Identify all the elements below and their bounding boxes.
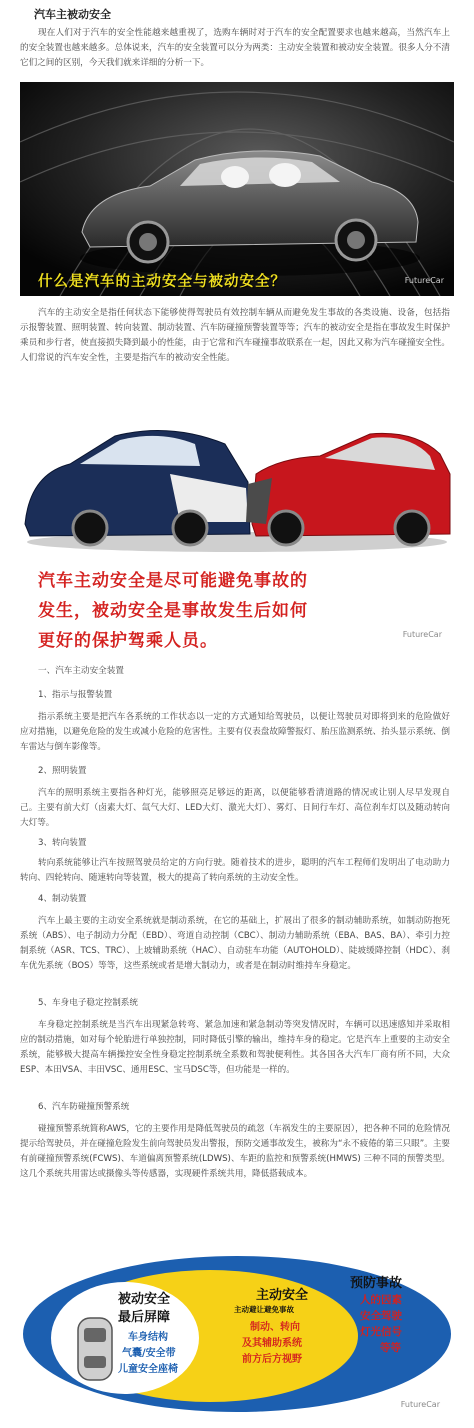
car-crash-illustration <box>20 404 454 554</box>
figure2-caption-line-2: 发生，被动安全是事故发生后如何 <box>38 601 308 621</box>
watermark: FutureCar <box>404 276 444 285</box>
prevent-item-3: 灯光信号 <box>360 1326 402 1338</box>
figure-car-tunnel <box>20 82 454 296</box>
section-4-heading: 4、制动装置 <box>38 894 87 904</box>
section-6-body: 碰撞预警系统简称AWS，它的主要作用是降低驾驶员的疏忽（车祸发生的主要原因），把各种不同的危险情况提示给驾驶员，并在碰撞危险发生前向驾驶员发出警报，预防交通事故发生，被称为“永不疲倦的第三只眼”。主要有前碰撞预警系统(FCWS)、车道偏离预警系统(LDWS)、车距的监控和预警系统(HMWS) 三种不同的预警类型。这几个系统共用雷达或摄像头等传感器，实现硬件系统共用，降低搭载成本。 <box>20 1124 451 1179</box>
passive-title-2: 最后屏障 <box>118 1310 171 1325</box>
section-5-heading: 5、车身电子稳定控制系统 <box>38 998 138 1008</box>
active-item-3: 前方后方视野 <box>242 1354 302 1365</box>
small-car-icon <box>78 1318 112 1380</box>
active-title: 主动安全 <box>256 1288 309 1303</box>
active-subtitle: 主动避让避免事故 <box>234 1305 294 1314</box>
section-1-body: 指示系统主要是把汽车各系统的工作状态以一定的方式通知给驾驶员，以便让驾驶员对即将到来的危险做好应对措施，以避免危险的发生或减小危险的危害性。主要有仪表盘故障警报灯、胎压监测系统、抬头显示系统、倒车雷达与倒车影像等。 <box>20 712 450 752</box>
figure-safety-diagram <box>20 1252 454 1416</box>
passive-item-2: 气囊/安全带 <box>122 1348 176 1359</box>
passive-item-3: 儿童安全座椅 <box>118 1364 178 1375</box>
section-5-body: 车身稳定控制系统是当汽车出现紧急转弯、紧急加速和紧急制动等突发情况时，车辆可以迅速感知并采取相应的制动措施，如对每个轮胎进行单独控制，同时降低引擎的输出，维持车身的稳定。它是汽车上重要的主动安全系统，能够极大提高车辆操控安全性身稳定控制系统全系数和驾驶便利性。其各国各大汽车厂商有所不同，大众ESP、本田VSA、丰田VSC、通用ESC、宝马DSC等，但功能是一样的。 <box>20 1020 450 1075</box>
definition-paragraph: 汽车的主动安全是指任何状态下能够使得驾驶员有效控制车辆从而避免发生事故的各类设施、设备，包括指示报警装置、照明装置、转向装置、制动装置、汽车防碰撞预警装置等等；汽车的被动安全是指在事故发生时保护乘员和步行者，使直接损失降到最小的性能，由于它常和汽车碰撞事故联系在一起，因此又称为汽车碰撞安全性。人们常说的汽车安全性，主要是指汽车的被动安全性能。 <box>20 308 450 363</box>
intro-paragraph: 现在人们对于汽车的安全性能越来越重视了，选购车辆时对于汽车的安全配置要求也越来越高，当然汽车上的安全装置也越来越多。总体说来，汽车的安全装置可以分为两类：主动安全装置和被动安全装置。很多人分不清它们之间的区别，今天我们就来详细的分析一下。 <box>20 28 450 68</box>
figure2-caption-line-3: 更好的保护驾乘人员。 <box>38 631 218 651</box>
prevent-title: 预防事故 <box>350 1276 403 1291</box>
section-3-heading: 3、转向装置 <box>38 838 87 848</box>
section-6-heading: 6、汽车防碰撞预警系统 <box>38 1102 130 1112</box>
passive-title-1: 被动安全 <box>118 1292 171 1307</box>
section-4-body: 汽车上最主要的主动安全系统就是制动系统，在它的基础上，扩展出了很多的制动辅助系统，如制动防抱死系统（ABS）、电子制动力分配（EBD）、弯道自动控制（CBC）、制动力辅助系统（EBA、BAS、BA）、牵引力控制系统（ASR、TCS、TRC）、上坡辅助系统（HAC）、自动驻车功能（AUTOHOLD）、陡坡缓降控制（HDC）、刹车优先系统（BOS）等等，这些系统或者是增大制动力，或者是在制动时维持车身稳定。 <box>20 916 450 971</box>
section-3-body: 转向系统能够让汽车按照驾驶员给定的方向行驶。随着技术的进步，聪明的汽车工程师们发明出了电动助力转向、四轮转向、随速转向等装置，极大的提高了转向系统的主动安全性。 <box>20 858 450 883</box>
active-item-1: 制动、转向 <box>250 1322 300 1333</box>
figure2-caption-line-1: 汽车主动安全是尽可能避免事故的 <box>38 571 308 591</box>
section-1-heading: 1、指示与报警装置 <box>38 690 113 700</box>
figure1-caption: 什么是汽车的主动安全与被动安全？ <box>38 274 286 290</box>
car-tunnel-illustration <box>20 82 454 296</box>
figure-car-crash <box>20 404 454 662</box>
watermark: FutureCar <box>400 1400 440 1409</box>
section-2-body: 汽车的照明系统主要指各种灯光，能够照亮足够远的距离，以便能够看清道路的情况或让别人尽早发现自己。主要有前大灯（卤素大灯、氙气大灯、LED大灯、激光大灯）、雾灯、日间行车灯、高位刹车灯以及随动转向大灯等。 <box>20 788 450 828</box>
prevent-item-1: 人的因素 <box>360 1294 402 1306</box>
section-heading-active: 一、汽车主动安全装置 <box>38 666 124 676</box>
article-title: 汽车主被动安全 <box>34 8 111 21</box>
section-2-heading: 2、照明装置 <box>38 766 87 776</box>
passive-item-1: 车身结构 <box>128 1332 168 1343</box>
active-item-2: 及其辅助系统 <box>242 1338 302 1349</box>
prevent-item-2: 安全驾驶 <box>360 1310 402 1322</box>
watermark: FutureCar <box>402 630 442 639</box>
prevent-item-4: 等等 <box>380 1342 401 1354</box>
